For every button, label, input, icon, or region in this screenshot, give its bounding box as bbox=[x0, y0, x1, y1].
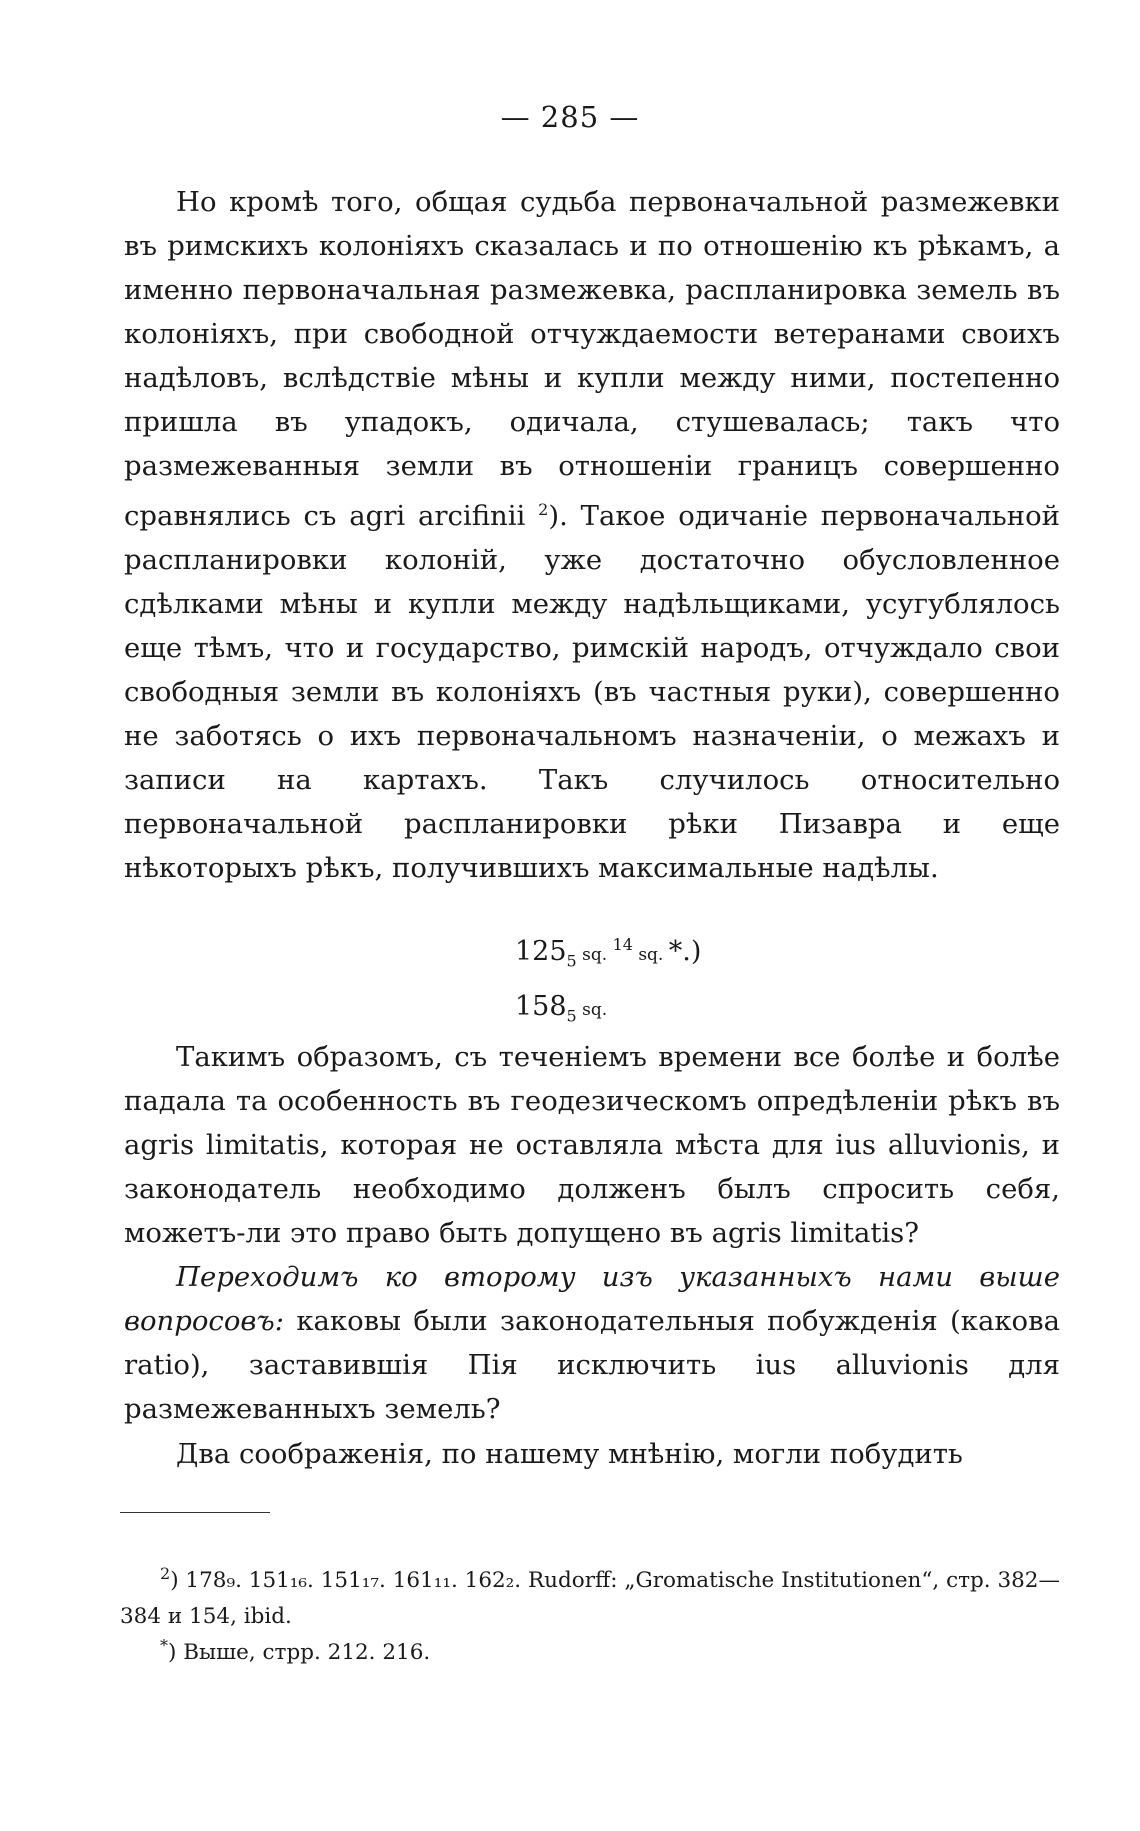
paragraph-3-rest: каковы были законодательныя побужденія (какова ratio), заставившія Пія исключить ius alluvionis для размежеванныхъ земель? bbox=[124, 1305, 1060, 1425]
paragraph-1-after: ). Такое одичаніе первоначальной распланировки колоній, уже достаточно обусловленное сдѣлками мѣны и купли между надѣльщиками, усугублялось еще тѣмъ, что и государство, римскій народъ, отчуждало свои свободныя земли въ колоніяхъ (въ частныя руки), совершенно не заботясь о ихъ первоначальномъ назначеніи, о межахъ и записи на картахъ. Такъ случилось относительно первоначальной распланировки рѣки Пизавра и еще нѣкоторыхъ рѣкъ, получившихъ максимальные надѣлы. bbox=[124, 500, 1060, 885]
footnote-star-mark: * bbox=[160, 1636, 168, 1655]
citation-1-note-ref: *.) bbox=[668, 936, 702, 967]
citation-1-sq-2: sq. bbox=[632, 945, 669, 965]
citation-2-sq: sq. bbox=[576, 1000, 608, 1021]
citation-1-main: 125 bbox=[515, 936, 567, 967]
citation-1-sub: 5 bbox=[566, 951, 577, 971]
paragraph-second-question bbox=[124, 1255, 1060, 1431]
paragraph-rivers-distribution bbox=[124, 180, 1060, 890]
footnote-2 bbox=[120, 1556, 1060, 1635]
footnote-star-text: ) Выше, стрр. 212. 216. bbox=[168, 1640, 431, 1666]
page-number: — 285 — bbox=[500, 100, 640, 134]
footnote-2-text: ) 178₉. 151₁₆. 151₁₇. 161₁₁. 162₂. Rudorff: „Gromatische Institutionen“, стр. 382—384 и 154, ibid. bbox=[120, 1568, 1060, 1630]
paragraph-ius-alluvionis: Такимъ образомъ, съ теченіемъ времени все болѣе и болѣе падала та особенность въ геодезическомъ опредѣленіи рѣкъ въ agris limitatis, которая не оставляла мѣста для ius alluvionis, и законодатель необходимо долженъ былъ спросить себя, можетъ-ли это право быть допущено въ agris limitatis? bbox=[124, 1041, 1060, 1249]
citation-1-sq: sq. bbox=[576, 945, 613, 965]
footnote-ref-2: 2 bbox=[538, 500, 549, 519]
paragraph-two-considerations: Два соображенія, по нашему мнѣнію, могли побудить bbox=[176, 1438, 963, 1470]
paragraph-1-before: Но кромѣ того, общая судьба первоначальной размежевки въ римскихъ колоніяхъ сказалась и по отношенію къ рѣкамъ, а именно первоначальная размежевка, распланировка земель въ колоніяхъ, при свободной отчуждаемости ветеранами своихъ надѣловъ, вслѣдствіе мѣны и купли между ними, постепенно пришла въ упадокъ, одичала, стушевалась; такъ что размежеванныя земли въ отношеніи границъ совершенно сравнялись съ agri arcifinii bbox=[124, 186, 1060, 533]
paragraph-3-italic: Переходимъ ко второму изъ указанныхъ нами выше вопросовъ: bbox=[124, 1261, 1060, 1337]
footnote-star bbox=[120, 1628, 1060, 1671]
footnote-2-mark: 2 bbox=[160, 1564, 171, 1583]
citation-line-2 bbox=[515, 984, 701, 1039]
citation-2-sub: 5 bbox=[566, 1006, 577, 1026]
footnote-divider bbox=[120, 1512, 270, 1513]
citation-2-main: 158 bbox=[515, 991, 567, 1023]
source-citations bbox=[515, 922, 701, 1040]
citation-1-sup: 14 bbox=[612, 935, 633, 954]
citation-line-1 bbox=[515, 922, 701, 984]
